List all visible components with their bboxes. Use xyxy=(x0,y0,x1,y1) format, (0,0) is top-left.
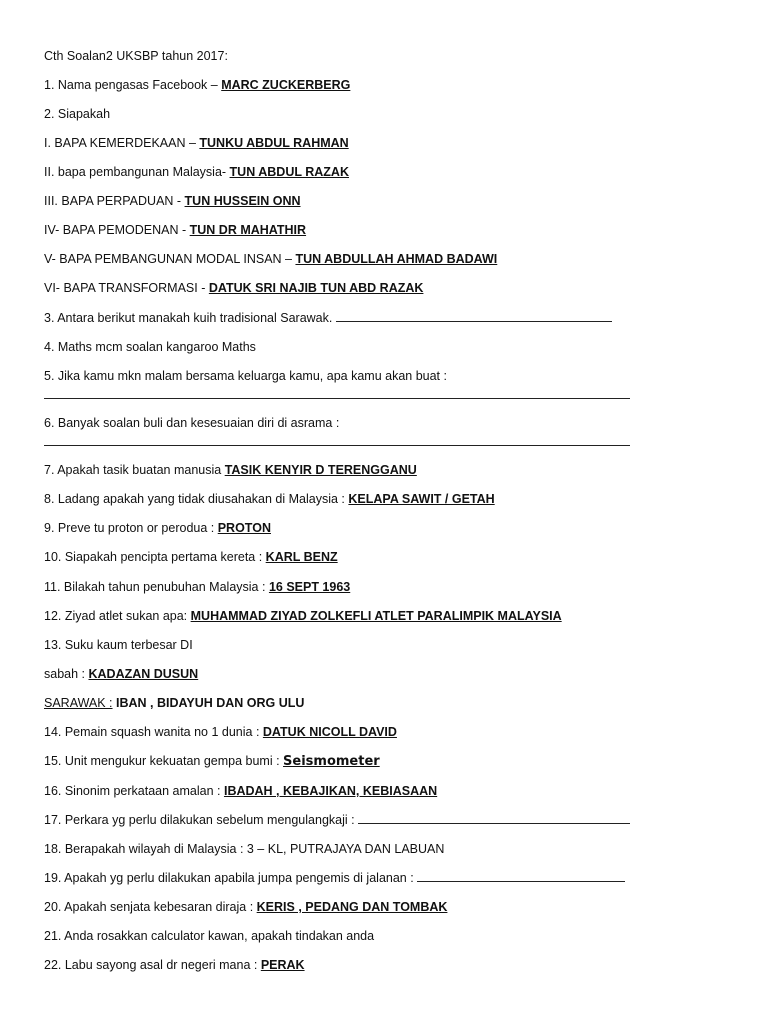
answer-blank-17 xyxy=(358,812,630,824)
answer-8: KELAPA SAWIT / GETAH xyxy=(348,492,495,506)
answer-line-5 xyxy=(44,398,630,399)
sarawak-label: SARAWAK : xyxy=(44,696,113,710)
answer-15: Seismometer xyxy=(283,754,380,769)
question-5: 5. Jika kamu mkn malam bersama keluarga kamu, apa kamu akan buat : xyxy=(44,369,447,383)
question-12: 12. Ziyad atlet sukan apa: MUHAMMAD ZIYAD ZOLKEFLI ATLET PARALIMPIK MALAYSIA xyxy=(44,609,562,623)
question-20: 20. Apakah senjata kebesaran diraja : KERIS , PEDANG DAN TOMBAK xyxy=(44,900,448,914)
answer-2-vi: DATUK SRI NAJIB TUN ABD RAZAK xyxy=(208,281,424,295)
question-19: 19. Apakah yg perlu dilakukan apabila jumpa pengemis di jalanan : xyxy=(44,870,625,886)
answer-2-iii: TUN HUSSEIN ONN xyxy=(184,194,301,208)
question-2: 2. Siapakah xyxy=(44,107,111,121)
question-2-item-i: I. BAPA KEMERDEKAAN – TUNKU ABDUL RAHMAN xyxy=(44,136,349,150)
answer-line-6 xyxy=(44,445,630,446)
question-14: 14. Pemain squash wanita no 1 dunia : DATUK NICOLL DAVID xyxy=(44,725,397,739)
question-2-item-iii: III. BAPA PERPADUAN - TUN HUSSEIN ONN xyxy=(44,194,301,208)
question-18: 18. Berapakah wilayah di Malaysia : 3 – KL, PUTRAJAYA DAN LABUAN xyxy=(44,842,445,856)
question-13-sarawak xyxy=(44,695,304,711)
answer-2-iv: TUN DR MAHATHIR xyxy=(189,223,307,237)
question-10: 10. Siapakah pencipta pertama kereta : KARL BENZ xyxy=(44,550,338,564)
answer-blank-19 xyxy=(417,870,625,882)
answer-13-sabah: KADAZAN DUSUN xyxy=(88,667,199,681)
question-17: 17. Perkara yg perlu dilakukan sebelum mengulangkaji : xyxy=(44,812,630,828)
answer-22: PERAK xyxy=(260,958,305,972)
answer-16: IBADAH , KEBAJIKAN, KEBIASAAN xyxy=(223,784,438,798)
question-13-sabah: sabah : KADAZAN DUSUN xyxy=(44,667,199,681)
answer-20: KERIS , PEDANG DAN TOMBAK xyxy=(256,900,448,914)
document-title: Cth Soalan2 UKSBP tahun 2017: xyxy=(44,49,228,63)
answer-1: MARC ZUCKERBERG xyxy=(221,78,351,92)
question-21: 21. Anda rosakkan calculator kawan, apakah tindakan anda xyxy=(44,929,375,943)
question-2-item-vi: VI- BAPA TRANSFORMASI - DATUK SRI NAJIB TUN ABD RAZAK xyxy=(44,281,424,295)
question-13: 13. Suku kaum terbesar DI xyxy=(44,638,193,652)
question-16: 16. Sinonim perkataan amalan : IBADAH , KEBAJIKAN, KEBIASAAN xyxy=(44,784,438,798)
answer-12: MUHAMMAD ZIYAD ZOLKEFLI ATLET PARALIMPIK MALAYSIA xyxy=(190,609,562,623)
question-2-item-v: V- BAPA PEMBANGUNAN MODAL INSAN – TUN ABDULLAH AHMAD BADAWI xyxy=(44,252,498,266)
question-2-item-iv: IV- BAPA PEMODENAN - TUN DR MAHATHIR xyxy=(44,223,307,237)
answer-2-i: TUNKU ABDUL RAHMAN xyxy=(199,136,349,150)
answer-11: 16 SEPT 1963 xyxy=(268,580,351,594)
answer-9: PROTON xyxy=(217,521,271,535)
answer-14: DATUK NICOLL DAVID xyxy=(262,725,397,739)
question-1: 1. Nama pengasas Facebook – MARC ZUCKERBERG xyxy=(44,78,351,92)
question-6: 6. Banyak soalan buli dan kesesuaian diri di asrama : xyxy=(44,416,340,430)
answer-2-ii: TUN ABDUL RAZAK xyxy=(229,165,349,179)
question-3: 3. Antara berikut manakah kuih tradisional Sarawak. xyxy=(44,310,612,326)
answer-7: TASIK KENYIR D TERENGGANU xyxy=(224,463,417,477)
question-8: 8. Ladang apakah yang tidak diusahakan di Malaysia : KELAPA SAWIT / GETAH xyxy=(44,492,495,506)
answer-13-sarawak: IBAN , BIDAYUH DAN ORG ULU xyxy=(112,696,305,710)
question-9: 9. Preve tu proton or perodua : PROTON xyxy=(44,521,271,535)
answer-2-v: TUN ABDULLAH AHMAD BADAWI xyxy=(295,252,498,266)
question-11: 11. Bilakah tahun penubuhan Malaysia : 16 SEPT 1963 xyxy=(44,580,351,594)
question-22: 22. Labu sayong asal dr negeri mana : PERAK xyxy=(44,958,305,972)
question-2-item-ii: II. bapa pembangunan Malaysia- TUN ABDUL RAZAK xyxy=(44,165,349,179)
answer-blank-3 xyxy=(336,310,612,322)
question-15: 15. Unit mengukur kekuatan gempa bumi : Seismometer xyxy=(44,754,380,769)
question-4: 4. Maths mcm soalan kangaroo Maths xyxy=(44,340,256,354)
answer-10: KARL BENZ xyxy=(265,550,338,564)
question-7: 7. Apakah tasik buatan manusia TASIK KENYIR D TERENGGANU xyxy=(44,463,417,477)
